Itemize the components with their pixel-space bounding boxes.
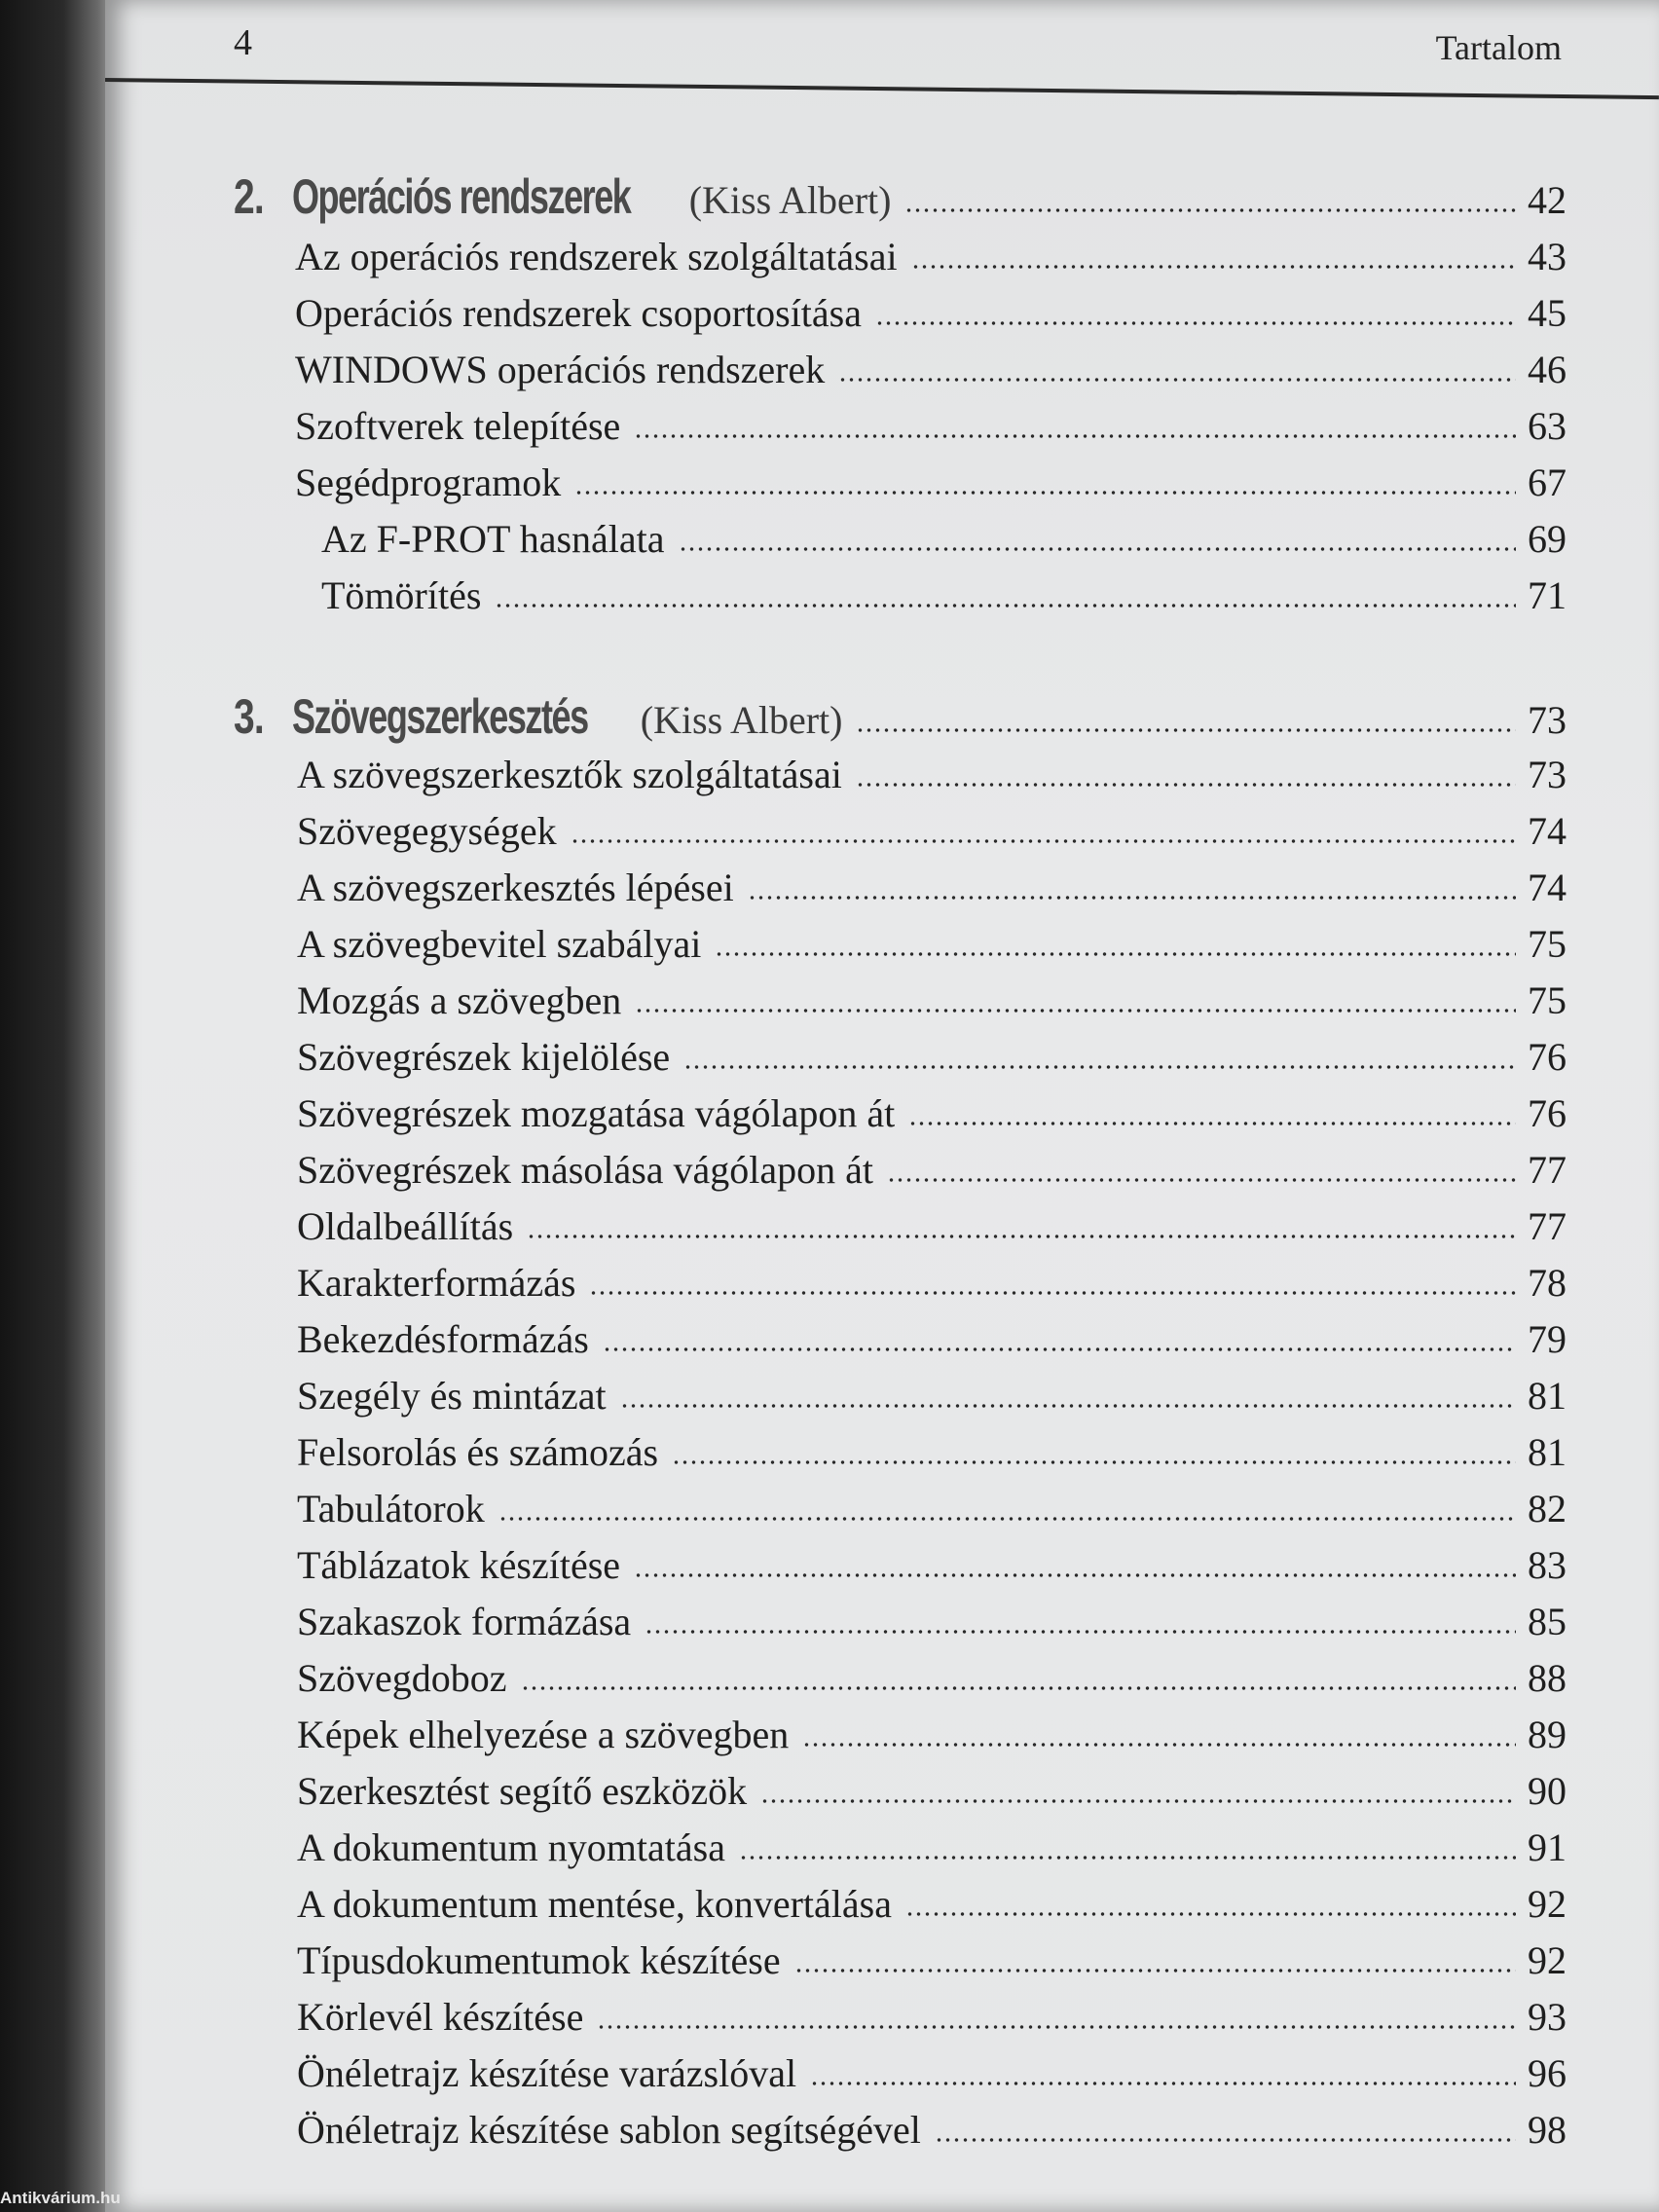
dot-leader: [571, 838, 1516, 844]
toc-entry: [297, 2050, 1567, 2097]
dot-leader: [905, 1911, 1516, 1917]
dot-leader: [887, 1177, 1516, 1183]
dot-leader: [597, 2024, 1516, 2030]
entry-page: 93: [1528, 1995, 1567, 2039]
entry-title: A dokumentum nyomtatása: [297, 1825, 725, 1869]
watermark-text: Antikvárium.hu: [0, 2189, 121, 2207]
chapter-title: Operációs rendszerek: [291, 169, 631, 224]
toc-entry: [297, 1260, 1567, 1307]
dot-leader: [645, 1629, 1516, 1635]
entry-title: Önéletrajz készítése sablon segítségével: [297, 2108, 921, 2152]
entry-page: 76: [1528, 1035, 1567, 1079]
toc-entry: [297, 865, 1567, 911]
dot-leader: [521, 1685, 1516, 1691]
toc-entry: [295, 403, 1567, 450]
entry-title: Képek elhelyezése a szövegben: [297, 1713, 790, 1756]
chapter-page: 42: [1528, 178, 1567, 222]
toc-entry: [297, 1090, 1567, 1137]
dot-leader: [748, 895, 1516, 901]
dot-leader: [589, 1290, 1516, 1296]
toc-entry: [297, 1825, 1567, 1871]
entry-title: Szövegegységek: [297, 809, 557, 853]
entry-title: Operációs rendszerek csoportosítása: [295, 291, 862, 335]
entry-page: 63: [1528, 404, 1567, 448]
entry-title: A dokumentum mentése, konvertálása: [297, 1882, 892, 1926]
chapter-heading: [234, 169, 1567, 224]
dot-leader: [739, 1855, 1516, 1861]
entry-page: 92: [1528, 1882, 1567, 1926]
entry-title: A szövegszerkesztők szolgáltatásai: [297, 753, 842, 796]
dot-leader: [672, 1459, 1516, 1465]
page-number: 4: [234, 22, 252, 63]
dot-leader: [634, 433, 1516, 439]
toc-entry: [295, 460, 1567, 506]
entry-title: Karakterformázás: [297, 1261, 576, 1305]
chapter-title: Szövegszerkesztés: [291, 689, 588, 744]
toc-entry: [297, 808, 1567, 855]
toc-entry: [297, 1994, 1567, 2041]
dot-leader: [875, 320, 1516, 326]
entry-page: 78: [1528, 1261, 1567, 1305]
entry-title: Szerkesztést segítő eszközök: [297, 1769, 748, 1813]
dot-leader: [620, 1403, 1516, 1409]
toc-entry: [297, 1655, 1567, 1702]
entry-title: Típusdokumentumok készítése: [297, 1938, 781, 1982]
entry-page: 88: [1528, 1656, 1567, 1700]
dot-leader: [935, 2137, 1516, 2143]
toc-entry: [297, 752, 1567, 798]
dot-leader: [495, 603, 1516, 608]
dot-leader: [574, 490, 1516, 496]
entry-title: Tabulátorok: [297, 1487, 485, 1530]
entry-page: 91: [1528, 1825, 1567, 1869]
entry-page: 74: [1528, 809, 1567, 853]
entry-page: 81: [1528, 1374, 1567, 1418]
dot-leader: [603, 1346, 1516, 1352]
toc-entry: [297, 1712, 1567, 1758]
entry-page: 73: [1528, 753, 1567, 796]
entry-page: 92: [1528, 1938, 1567, 1982]
entry-page: 45: [1528, 291, 1567, 335]
entry-page: 79: [1528, 1317, 1567, 1361]
entry-title: Oldalbeállítás: [297, 1204, 514, 1248]
chapter-number: 3.: [234, 689, 264, 744]
dot-leader: [634, 1572, 1516, 1578]
entry-title: Az operációs rendszerek szolgáltatásai: [295, 235, 898, 278]
entry-title: Szoftverek telepítése: [295, 404, 621, 448]
entry-title: Szövegrészek mozgatása vágólapon át: [297, 1091, 896, 1135]
entry-title: A szövegszerkesztés lépései: [297, 866, 734, 909]
entry-title: Szegély és mintázat: [297, 1374, 607, 1418]
entry-page: 77: [1528, 1204, 1567, 1248]
toc-entry: [297, 977, 1567, 1024]
toc-entry: [297, 1429, 1567, 1476]
toc-entry: [297, 1881, 1567, 1928]
entry-title: Szövegrészek kijelölése: [297, 1035, 671, 1079]
header-rule: [105, 78, 1659, 99]
dot-leader: [683, 1064, 1516, 1070]
toc-subentry: [321, 572, 1567, 619]
toc-entry: [295, 347, 1567, 393]
chapter-heading: [234, 689, 1567, 744]
toc-entry: [297, 1768, 1567, 1815]
entry-page: 69: [1528, 517, 1567, 561]
toc-entry: [297, 1542, 1567, 1589]
entry-page: 90: [1528, 1769, 1567, 1813]
entry-title: Bekezdésformázás: [297, 1317, 589, 1361]
entry-page: 75: [1528, 922, 1567, 966]
entry-page: 75: [1528, 978, 1567, 1022]
dot-leader: [802, 1742, 1516, 1748]
entry-title: Segédprogramok: [295, 461, 562, 504]
entry-page: 67: [1528, 461, 1567, 504]
book-spine: [0, 0, 115, 2212]
entry-title: Táblázatok készítése: [297, 1543, 621, 1587]
dot-leader: [911, 264, 1516, 270]
entry-page: 76: [1528, 1091, 1567, 1135]
entry-page: 77: [1528, 1148, 1567, 1192]
book-page: [105, 0, 1659, 2212]
running-head: Tartalom: [1435, 28, 1562, 67]
entry-page: 46: [1528, 348, 1567, 391]
entry-page: 74: [1528, 866, 1567, 909]
toc-entry: [297, 1203, 1567, 1250]
entry-title: Szövegdoboz: [297, 1656, 507, 1700]
dot-leader: [679, 546, 1516, 552]
dot-leader: [715, 951, 1516, 957]
entry-page: 81: [1528, 1430, 1567, 1474]
chapter-number: 2.: [234, 169, 264, 224]
entry-page: 85: [1528, 1600, 1567, 1643]
entry-title: Az F-PROT hasnálata: [321, 517, 665, 561]
dot-leader: [527, 1234, 1516, 1239]
chapter-author: (Kiss Albert): [640, 698, 843, 742]
entry-title: Szakaszok formázása: [297, 1600, 632, 1643]
entry-page: 43: [1528, 235, 1567, 278]
dot-leader: [635, 1008, 1516, 1014]
toc-entry: [297, 1034, 1567, 1081]
chapter-author: (Kiss Albert): [688, 178, 892, 222]
entry-title: A szövegbevitel szabályai: [297, 922, 702, 966]
entry-title: Felsorolás és számozás: [297, 1430, 659, 1474]
dot-leader: [810, 2081, 1516, 2086]
toc-entry: [297, 1373, 1567, 1419]
toc-entry: [297, 1937, 1567, 1984]
dot-leader: [904, 207, 1516, 213]
toc-subentry: [321, 516, 1567, 563]
entry-page: 83: [1528, 1543, 1567, 1587]
toc-entry: [297, 1147, 1567, 1194]
entry-page: 71: [1528, 573, 1567, 617]
dot-leader: [838, 377, 1516, 383]
dot-leader: [856, 782, 1516, 788]
entry-page: 82: [1528, 1487, 1567, 1530]
toc-entry: [295, 234, 1567, 280]
chapter-page: 73: [1528, 698, 1567, 742]
dot-leader: [760, 1798, 1516, 1804]
toc-entry: [297, 1599, 1567, 1645]
toc-entry: [295, 290, 1567, 337]
dot-leader: [856, 727, 1516, 733]
entry-title: Szövegrészek másolása vágólapon át: [297, 1148, 874, 1192]
entry-title: Önéletrajz készítése varázslóval: [297, 2051, 797, 2095]
toc-entry: [297, 1316, 1567, 1363]
dot-leader: [908, 1121, 1516, 1126]
entry-page: 89: [1528, 1713, 1567, 1756]
toc-entry: [297, 1486, 1567, 1532]
entry-page: 98: [1528, 2108, 1567, 2152]
entry-title: Tömörítés: [321, 573, 482, 617]
entry-title: Körlevél készítése: [297, 1995, 584, 2039]
entry-title: WINDOWS operációs rendszerek: [295, 348, 826, 391]
entry-title: Mozgás a szövegben: [297, 978, 622, 1022]
dot-leader: [498, 1516, 1516, 1522]
dot-leader: [794, 1968, 1516, 1973]
entry-page: 96: [1528, 2051, 1567, 2095]
toc-entry: [297, 2107, 1567, 2154]
toc-entry: [297, 921, 1567, 968]
